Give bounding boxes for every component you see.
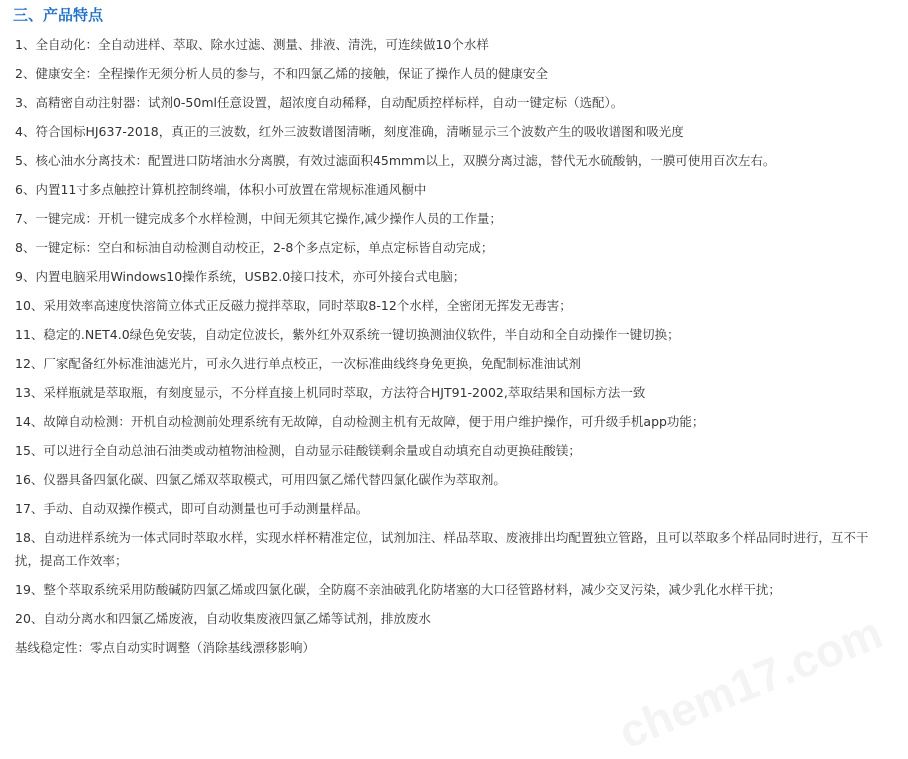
feature-item-12: 12、厂家配备红外标准油滤光片，可永久进行单点校正，一次标准曲线终身免更换，免配制标准油试剂 xyxy=(15,356,581,371)
feature-item-14: 14、故障自动检测：开机自动检测前处理系统有无故障，自动检测主机有无故障，便于用户维护操作，可升级手机app功能； xyxy=(15,414,705,429)
feature-item-10: 10、采用效率高速度快溶简立体式正反磁力搅拌萃取，同时萃取8-12个水样，全密闭无挥发无毒害； xyxy=(15,298,572,313)
feature-item-1: 1、全自动化：全自动进样、萃取、除水过滤、测量、排液、清洗，可连续做10个水样 xyxy=(15,37,489,52)
feature-item-15: 15、可以进行全自动总油石油类或动植物油检测，自动显示硅酸镁剩余量或自动填充自动更换硅酸镁； xyxy=(15,443,581,458)
section-heading: 三、产品特点 xyxy=(13,6,104,24)
feature-item-20: 20、自动分离水和四氯乙烯废液，自动收集废液四氯乙烯等试剂，排放废水 xyxy=(15,611,431,626)
feature-item-9: 9、内置电脑采用Windows10操作系统，USB2.0接口技术，亦可外接台式电脑； xyxy=(15,269,466,284)
watermark: chem17.com xyxy=(611,605,890,759)
feature-item-19: 19、整个萃取系统采用防酸碱防四氯乙烯或四氯化碳，全防腐不亲油破乳化防堵塞的大口径管路材料，减少交叉污染，减少乳化水样干扰； xyxy=(15,582,781,597)
feature-item-13: 13、采样瓶就是萃取瓶，有刻度显示，不分样直接上机同时萃取，方法符合HJT91-2002,萃取结果和国标方法一致 xyxy=(15,385,646,400)
feature-item-16: 16、仪器具备四氯化碳、四氯乙烯双萃取模式，可用四氯乙烯代替四氯化碳作为萃取剂。 xyxy=(15,472,506,487)
feature-item-4: 4、符合国标HJ637-2018，真正的三波数，红外三波数谱图清晰，刻度准确，清晰显示三个波数产生的吸收谱图和吸光度 xyxy=(15,124,684,139)
feature-item-3: 3、高精密自动注射器：试剂0-50ml任意设置，超浓度自动稀释，自动配质控样标样，自动一键定标（选配）。 xyxy=(15,95,624,110)
feature-item-18: 18、自动进样系统为一体式同时萃取水样，实现水样杯精准定位，试剂加注、样品萃取、废液排出均配置独立管路，且可以萃取多个样品同时进行，互不干扰，提高工作效率； xyxy=(15,530,869,568)
feature-item-8: 8、一键定标：空白和标油自动检测自动校正，2-8个多点定标，单点定标皆自动完成； xyxy=(15,240,494,255)
feature-item-5: 5、核心油水分离技术：配置进口防堵油水分离膜，有效过滤面积45mmm以上，双膜分离过滤，替代无水硫酸钠，一膜可使用百次左右。 xyxy=(15,153,776,168)
feature-item-17: 17、手动、自动双操作模式，即可自动测量也可手动测量样品。 xyxy=(15,501,369,516)
feature-item-6: 6、内置11寸多点触控计算机控制终端，体积小可放置在常规标准通风橱中 xyxy=(15,182,427,197)
feature-item-11: 11、稳定的.NET4.0绿色免安装，自动定位波长，紫外红外双系统一键切换测油仪软件，半自动和全自动操作一键切换； xyxy=(15,327,680,342)
feature-item-7: 7、一键完成：开机一键完成多个水样检测，中间无须其它操作,减少操作人员的工作量； xyxy=(15,211,502,226)
baseline-stability-note: 基线稳定性：零点自动实时调整（消除基线漂移影响） xyxy=(15,640,316,655)
feature-item-2: 2、健康安全：全程操作无须分析人员的参与，不和四氯乙烯的接触，保证了操作人员的健康安全 xyxy=(15,66,548,81)
